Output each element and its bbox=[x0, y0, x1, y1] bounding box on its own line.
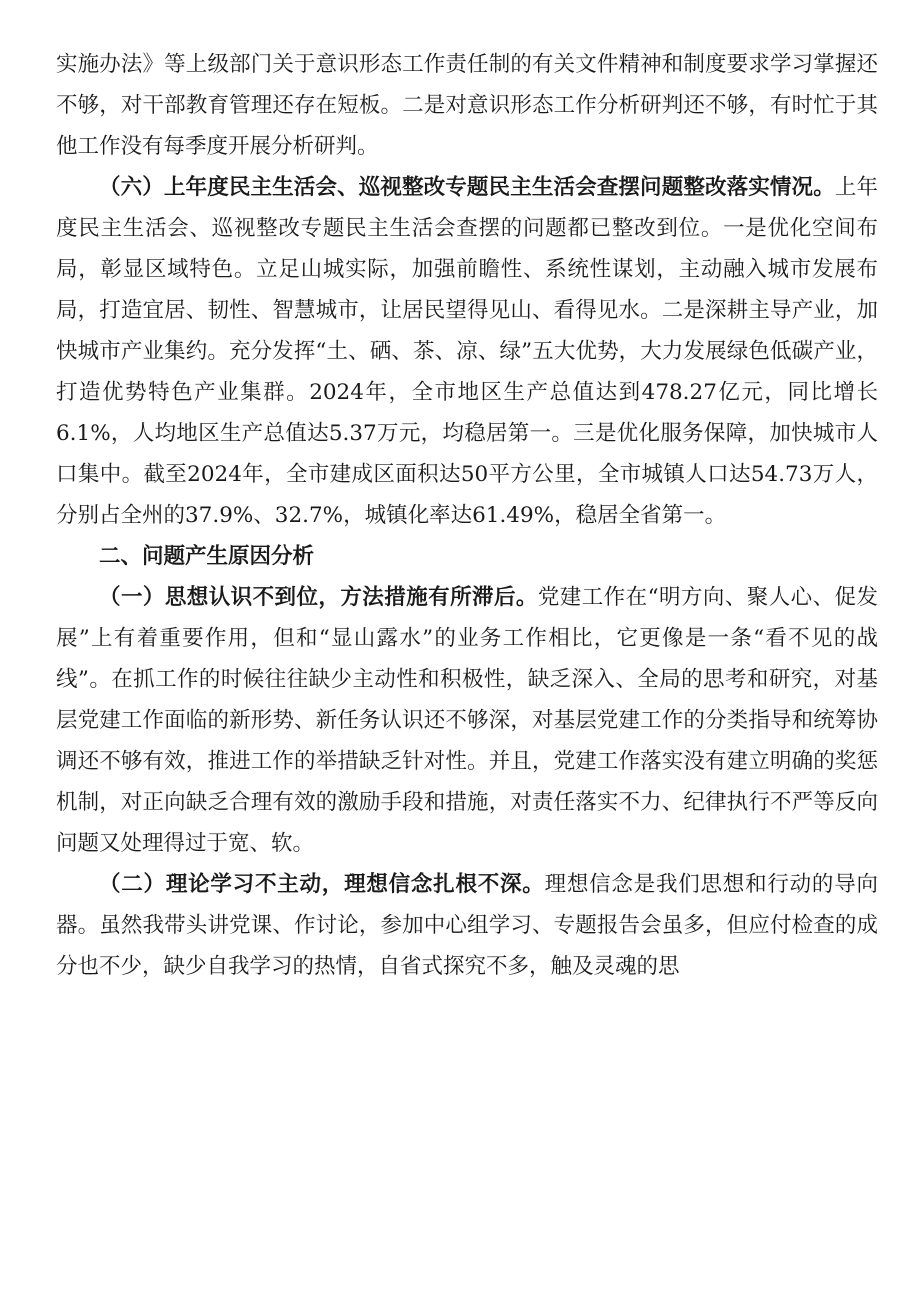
paragraph-lead: （一）思想认识不到位，方法措施有所滞后。 bbox=[99, 585, 538, 610]
paragraph-cause-two bbox=[56, 864, 878, 987]
section-heading-text: 二、问题产生原因分析 bbox=[99, 544, 315, 569]
paragraph-rectification bbox=[56, 167, 878, 536]
paragraph-text: 理想信念是我们思想和行动的导向器。虽然我带头讲党课、作讨论，参加中心组学习、专题报告会虽多，但应付检查的成分也不少，缺少自我学习的热情，自省式探究不多，触及灵魂的思 bbox=[56, 872, 878, 979]
document-page bbox=[56, 44, 878, 987]
paragraph-lead: （六）上年度民主生活会、巡视整改专题民主生活会查摆问题整改落实情况。 bbox=[99, 175, 835, 200]
paragraph-text: 实施办法》等上级部门关于意识形态工作责任制的有关文件精神和制度要求学习掌握还不够，对干部教育管理还存在短板。二是对意识形态工作分析研判还不够，有时忙于其他工作没有每季度开展分析研判。 bbox=[56, 52, 878, 159]
section-heading bbox=[56, 536, 878, 577]
paragraph-text: 党建工作在“明方向、聚人心、促发展”上有着重要作用，但和“显山露水”的业务工作相比，它更像是一条“看不见的战线”。在抓工作的时候往往缺少主动性和积极性，缺乏深入、全局的思考和研究，对基层党建工作面临的新形势、新任务认识还不够深，对基层党建工作的分类指导和统筹协调还不够有效，推进工作的举措缺乏针对性。并且，党建工作落实没有建立明确的奖惩机制，对正向缺乏合理有效的激励手段和措施，对责任落实不力、纪律执行不严等反向问题又处理得过于宽、软。 bbox=[56, 585, 878, 856]
paragraph-continuation bbox=[56, 44, 878, 167]
paragraph-text: 上年度民主生活会、巡视整改专题民主生活会查摆的问题都已整改到位。一是优化空间布局，彰显区域特色。立足山城实际，加强前瞻性、系统性谋划，主动融入城市发展布局，打造宜居、韧性、智慧城市，让居民望得见山、看得见水。二是深耕主导产业，加快城市产业集约。充分发挥“土、硒、茶、凉、绿”五大优势，大力发展绿色低碳产业，打造优势特色产业集群。2024年，全市地区生产总值达到478.27亿元，同比增长6.1%，人均地区生产总值达5.37万元，均稳居第一。三是优化服务保障，加快城市人口集中。截至2024年，全市建成区面积达50平方公里，全市城镇人口达54.73万人，分别占全州的37.9%、32.7%，城镇化率达61.49%，稳居全省第一。 bbox=[56, 175, 878, 528]
paragraph-lead: （二）理论学习不主动，理想信念扎根不深。 bbox=[99, 872, 545, 897]
paragraph-cause-one bbox=[56, 577, 878, 864]
